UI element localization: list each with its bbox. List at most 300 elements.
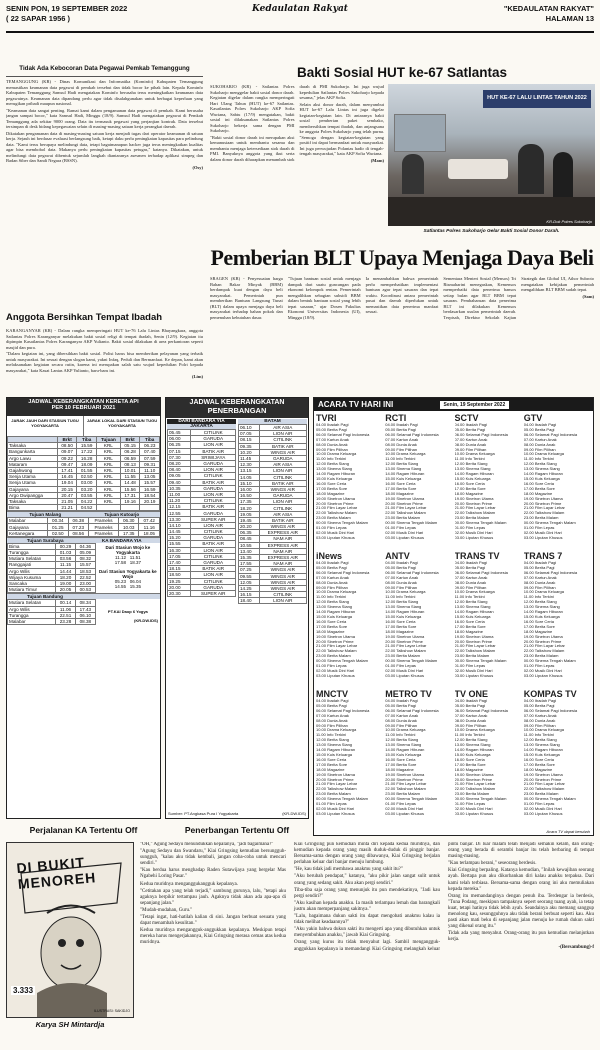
program-line: 12.00 Berita Siang (454, 461, 488, 467)
flight-row-cell: BATIK AIR (191, 566, 236, 572)
masthead: Kedaulatan Rakyat (252, 4, 348, 14)
train-title: JADWAL KEBERANGKATAN KERETA API (28, 399, 139, 405)
flight-row-cell: CITILINK (191, 578, 236, 584)
train-banner: Perjalanan KA Tertentu Off (6, 822, 161, 836)
program-line: 20.00 Sinetron Prime (523, 638, 562, 644)
comic-text (140, 842, 594, 1042)
flight-row-cell: LION AIR (191, 522, 236, 528)
program-line: 16.00 Sore Ceria (454, 756, 485, 762)
story1-p3: Dikatakan pengamanan data di masing-masing satuan kerja menjadi tugas dari operator keamanan di satuan kerja. Sejauh ini berdasar evaluasi berlangsung baik, ketapi daku perlu peningkatan kapasitas para pelindung data. "Kami terus berupaya melindungi data, tetapi bagaimanapun hacker juga terus meningkatkan kualitas agar bisa membobol data. Makanya perlu peningkatan kapasitas petugas," katanya. Dikatakan, untuk melindungi data pegawai dibentuk sejumlah langkah diantaranya asesmen terhadap aplikasi simpeg dan Badan Siber dan Sandi Negara (BSSN). (6, 130, 203, 163)
program-line: 18.00 Magazine (523, 628, 553, 634)
photo-bed (448, 159, 508, 179)
flight-row-cell: 10.35 (168, 485, 191, 491)
train-row-cell: 16.59 (140, 486, 160, 492)
surabaya-row-cell: 20.05 (56, 587, 76, 593)
program-line: 03.00 Liputan Khusus (316, 672, 355, 678)
flight-row-cell: 13.40 (239, 548, 260, 554)
program-line: 17.00 Berita Sore (385, 761, 417, 767)
bandung-row (8, 618, 96, 624)
program-line: 16.00 Sore Ceria (523, 480, 554, 486)
train-row-cell: 15.57 (140, 480, 160, 486)
train-row-cell: 15.59 (77, 443, 97, 449)
program-line: 05.00 Berita Pagi (316, 426, 347, 432)
program-line: 18.00 Magazine (523, 490, 553, 496)
photo-person (518, 144, 544, 194)
train-row-cell: KRL (96, 467, 120, 473)
flight-row (239, 554, 307, 560)
program-line: 05.00 Berita Pagi (385, 426, 416, 432)
program-line: 01.00 Film Lepas (523, 663, 555, 669)
flight-row-cell: WINGS AIR (259, 579, 306, 585)
channel-listing (455, 423, 522, 541)
flight-row-cell: 09.35 (239, 443, 260, 449)
program-line: 00.00 Sinema Tengah Malam (385, 658, 438, 664)
train-row-cell (96, 505, 120, 511)
program-line: 02.00 Musik Dini Hari (316, 529, 355, 535)
program-line: 22.00 Talkshow Malam (454, 510, 496, 516)
program-line: 00.00 Sinema Tengah Malam (523, 520, 576, 526)
program-line: 18.00 Magazine (523, 766, 553, 772)
program-line: 19.00 Sinetron Utama (316, 633, 355, 639)
malang-row (8, 530, 160, 536)
train-row-cell: 06.59 (120, 455, 140, 461)
flight-row-cell: NAM AIR (259, 536, 306, 542)
flight-row-cell: 07.05 (239, 431, 260, 437)
story4-p2: "Tujuan bantuan sosial untuk menjaga dampak dari suatu guncangan pada ekonomi kelompok rentan. Pemerintah mengalihkan sebagian subsidi BBM dalam bentuk bantuan sosial yang lebih tepat sasaran," ujar Dosen Fakultas Ekonomi Universitas Indonesia (UI), Minggu (18/9). (287, 276, 361, 320)
flight-row-cell: CITILINK (259, 592, 306, 598)
comic-para: "He, kau tidak jadi membawa anakmu yang sakit itu?" (294, 867, 403, 873)
program-line: 04.00 Ibadah Pagi (454, 561, 487, 565)
program-line: 03.00 Liputan Khusus (385, 672, 424, 678)
bia-row-2 (98, 560, 158, 565)
train-row-cell: 13.05 (140, 474, 160, 480)
program-line: 20.00 Sinetron Prime (454, 776, 493, 782)
flight-row-cell: 20.00 (168, 584, 191, 590)
program-line: 06.00 Selamat Pagi Indonesia (523, 707, 578, 713)
surabaya-row-cell: 19.00 (56, 580, 76, 586)
program-line: 23.00 Berita Malam (385, 791, 420, 797)
program-line: 07.00 Kartun Anak (385, 436, 419, 442)
bandung-row-cell: 06.10 (75, 612, 95, 618)
program-line: 12.00 Berita Siang (454, 599, 488, 605)
train-row-cell: KRL (96, 455, 120, 461)
comic-para: Kiai Gringsing pun kemudian minta diri kepada kedua muridnya, dan kemudian kepada orang yang masih duduk-duduk di pinggir banjar. Bersama-sama dengan orang yang dibawanya, Kiai Gringsing berjalan perlahan keluar dari banjar menuju lumbung. (294, 842, 440, 866)
comic-para: "OH," Agung Sedayu menundukkan kepalanya, "jadi bagaimana?" (140, 842, 274, 847)
program-line: 07.00 Kartun Anak (316, 574, 349, 580)
bandung-row-cell: Mutiara Selatan (8, 600, 56, 606)
program-line: 06.00 Selamat Pagi Indonesia (385, 707, 439, 713)
program-line: 06.00 Selamat Pagi Indonesia (316, 707, 370, 713)
program-line: 13.00 Sinema Siang (454, 466, 491, 472)
program-line: 21.00 Film Layar Lebar (454, 643, 496, 649)
program-line: 13.00 Sinema Siang (523, 742, 560, 748)
surabaya-row-cell: Ranggajati (8, 562, 56, 568)
train-row-cell: 05.15 (120, 443, 140, 449)
program-line: 03.00 Liputan Khusus (523, 810, 563, 816)
malang-row-cell: Gajayana (8, 524, 48, 530)
program-line: 11.00 Info Terkini (523, 732, 554, 738)
flight-row-cell: 20.20 (239, 524, 260, 530)
comic-para: Orang yang kurus itu tidak menyahut lagi. Sambil mengangguk-anggukkan kepalanya ia memandangi Kiai Gringsing melangkah keluar pintu banjar. Di luar malam telah menjadi semakin kelam, dan orang-orang yang berada di serambi banjar itu telah berbaring di tempat masing-masing. (294, 842, 594, 952)
train-row-cell: 15.56 (120, 486, 140, 492)
program-line: 09.00 Film Pilihan (523, 446, 556, 452)
flight-row-cell: CITILINK (191, 430, 236, 436)
program-line: 15.00 Kuis Keluarga (385, 751, 422, 757)
flight-row-cell: NAM AIR (259, 548, 306, 554)
program-line: 08.00 Dunia Anak (523, 717, 556, 723)
program-line: 13.00 Sinema Siang (316, 742, 353, 748)
bandung-row-cell: 22.51 (56, 612, 76, 618)
flight-title: JADWAL KEBERANGKATAN (189, 399, 285, 406)
program-line: 14.00 Ragam Hiburan (523, 609, 563, 615)
flight-row-cell: BATIK AIR (191, 541, 236, 547)
tv-channel-block (316, 689, 383, 825)
flight-row-cell: CITILINK (191, 498, 236, 504)
train-row-cell: Senja Utama (8, 480, 58, 486)
program-line: 16.00 Sore Ceria (316, 756, 347, 762)
comic-title: DI BUKIT MENOREH (15, 854, 97, 892)
program-line: 20.00 Sinetron Prime (523, 500, 562, 506)
program-line: 14.00 Ragam Hiburan (385, 609, 425, 615)
flight-row-cell: 14.10 (168, 522, 191, 528)
program-line: 09.00 Film Pilihan (316, 584, 348, 590)
program-line: 02.00 Musik Dini Hari (523, 667, 562, 673)
tv-channel-block (524, 689, 591, 825)
train-row-cell: Bangunkarta (8, 449, 58, 455)
channel-logo: TRANS TV (454, 551, 500, 561)
program-line: 10.00 Drama Keluarga (316, 451, 357, 457)
program-line: 11.00 Info Terkini (385, 594, 416, 600)
program-line: 16.00 Sore Ceria (454, 480, 485, 486)
program-line: 02.00 Musik Dini Hari (454, 529, 493, 535)
program-line: 06.00 Selamat Pagi Indonesia (454, 707, 508, 713)
flight-row-cell: BATIK AIR (191, 448, 236, 454)
program-line: 04.00 Ibadah Pagi (316, 699, 349, 703)
program-line: 06.00 Selamat Pagi Indonesia (316, 431, 370, 437)
program-line: 12.00 Berita Siang (454, 737, 488, 743)
program-line: 18.00 Magazine (316, 766, 345, 772)
channel-logo: METRO TV (385, 689, 432, 699)
flight-row-cell: 10.55 (239, 542, 260, 548)
flight-row-cell: 20.30 (168, 590, 191, 596)
comic-para: Tidak ada yang menyahut. Orang-orang itu pun kemudian melanjutkan kerja. (448, 931, 594, 943)
flight-row-cell: 17.35 (239, 499, 260, 505)
train-footer (96, 599, 160, 625)
program-line: 22.00 Talkshow Malam (523, 786, 565, 792)
channel-listing (316, 699, 383, 817)
section-name: "KEDAULATAN RAKYAT" (503, 4, 594, 13)
program-line: 13.00 Sinema Siang (385, 604, 422, 610)
flight-row-cell: 14.05 (239, 474, 260, 480)
flight-row (168, 590, 236, 596)
program-line: 07.00 Kartun Anak (523, 436, 557, 442)
flight-row-cell: EXPRESS AIR (259, 530, 306, 536)
program-line: 04.00 Ibadah Pagi (385, 699, 418, 703)
flight-row-cell: 08.40 (168, 467, 191, 473)
flight-source: Sumber: PT.Angkasa Pura I Yogyakarta (168, 811, 239, 816)
program-line: 15.00 Kuis Keluarga (316, 613, 353, 619)
tv-channel-block (455, 689, 522, 825)
malang-row-cell: 07.23 (68, 524, 89, 530)
story1-p2: "Keamanan data sangat penting. Ramai kami dalam pengamanan data pegawai di pemkab. Kami berusaha jangan sampai bocor," kata Samsul Hadi, Minggu (18/9). Samsul Hadi mengatakan pegawai di Pemkab Temanggung ada sekitar 9000 orang. Data itu termasuk pegawai yang perjanjian kontrak. Data tersebut tersimpan di desk bidang kepegawaian selain di masing-masing satuan kerja perangkat daerah. (6, 107, 203, 129)
program-line: 18.00 Magazine (385, 766, 414, 772)
flight-row-cell: 07.15 (168, 448, 191, 454)
program-line: 01.00 Film Lepas (316, 525, 347, 531)
flight-row-cell: 09.05 (168, 473, 191, 479)
tv-title: ACARA TV HARI INI (318, 400, 394, 409)
train-row-cell: 08.50 (57, 443, 77, 449)
channel-listing (316, 561, 383, 679)
flight-row-cell: LION AIR (259, 431, 306, 437)
program-line: 18.00 Magazine (385, 628, 414, 634)
program-line: 15.00 Kuis Keluarga (385, 475, 422, 481)
program-line: 14.00 Ragam Hiburan (316, 747, 356, 753)
bia-time: 11.12 (115, 554, 126, 560)
flight-row-cell: 16.15 (239, 592, 260, 598)
flight-row-cell: GARUDA (259, 455, 306, 461)
program-line: 08.00 Dunia Anak (385, 579, 417, 585)
flight-rows-b (239, 425, 307, 604)
malang-row-cell: 00.34 (48, 518, 69, 524)
story2-sign: (Lim) (192, 374, 203, 379)
flight-row-cell: AIR ASIA (259, 511, 306, 517)
flight-row-cell: BATIK AIR (259, 443, 306, 449)
surabaya-row-cell: 22.52 (75, 574, 95, 580)
train-row-cell: 08.13 (120, 461, 140, 467)
program-line: 03.00 Liputan Khusus (316, 810, 355, 816)
train-row-cell: KRL (96, 474, 120, 480)
flight-row-cell: 15.10 (239, 480, 260, 486)
program-line: 08.00 Dunia Anak (316, 441, 348, 447)
flight-row (239, 542, 307, 548)
program-line: 08.00 Dunia Anak (454, 441, 487, 447)
train-row-cell: 19.04 (57, 480, 77, 486)
surabaya-row-cell: Wijaya Kusuma (8, 574, 56, 580)
flight-row-cell: 12.30 (239, 462, 260, 468)
malang-row-cell: 18.05 (139, 530, 160, 536)
malang-row-cell: Malabar (8, 518, 48, 524)
program-line: 03.00 Liputan Khusus (385, 810, 424, 816)
program-line: 22.00 Talkshow Malam (385, 786, 426, 792)
program-line: 23.00 Berita Malam (316, 653, 351, 659)
comic-para: "Lalu, bagaimana dukun sakti itu dapat mengobati anakmu kalau ia tidak melihat keadaannya?" (294, 914, 440, 926)
surabaya-row-cell: 05.09 (75, 550, 95, 556)
tv-channel-block (385, 413, 452, 549)
program-line: 23.00 Berita Malam (385, 515, 420, 521)
channel-logo: TV ONE (454, 689, 489, 699)
program-line: 19.00 Sinetron Utama (523, 495, 563, 501)
program-line: 17.00 Berita Sore (523, 761, 555, 767)
flight-row-cell: LION AIR (259, 598, 306, 604)
comic-para: "Aku yakin bahwa dukun sakti itu mengerti apa yang dibutuhkan untuk menyembuhkan anakku," jawab Kiai Gringsing. (294, 927, 440, 939)
flight-row-cell: 06.25 (168, 442, 191, 448)
flight-row-cell: 17.55 (239, 561, 260, 567)
train-row-cell: KRL (96, 492, 120, 498)
train-row-cell: 07.40 (140, 449, 160, 455)
flight-row-cell: 14.45 (168, 529, 191, 535)
flight-row-cell: 11.45 (239, 455, 260, 461)
program-line: 15.00 Kuis Keluarga (454, 613, 491, 619)
program-line: 09.00 Film Pilihan (316, 446, 348, 452)
flight-row-cell: 11.20 (168, 498, 191, 504)
tv-grid (314, 411, 593, 827)
program-line: 12.00 Berita Siang (385, 737, 419, 743)
program-line: 11.00 Info Terkini (454, 594, 485, 600)
program-line: 01.00 Film Lepas (385, 525, 416, 531)
program-line: 15.00 Kuis Keluarga (316, 751, 353, 757)
program-line: 08.00 Dunia Anak (523, 579, 556, 585)
flight-row-cell: 19.45 (239, 517, 260, 523)
train-section-bar (7, 511, 160, 517)
train-row-cell: 17.41 (57, 467, 77, 473)
train-row-cell: 14.48 (120, 480, 140, 486)
flight-row-cell: 17.40 (168, 559, 191, 565)
program-line: 20.00 Sinetron Prime (316, 776, 354, 782)
program-line: 14.00 Ragam Hiburan (454, 747, 494, 753)
program-line: 09.00 Film Pilihan (316, 722, 348, 728)
program-line: 05.00 Berita Pagi (316, 702, 347, 708)
program-line: 18.00 Magazine (454, 628, 483, 634)
flight-row-cell: SUPER AIR (191, 516, 236, 522)
surabaya-row-cell: 23.00 (75, 580, 95, 586)
program-line: 11.00 Info Terkini (385, 456, 416, 462)
tv-schedule (313, 397, 594, 836)
program-line: 21.00 Film Layar Lebar (385, 643, 427, 649)
program-line: 11.00 Info Terkini (523, 456, 554, 462)
train-row-cell: Taksaka (8, 443, 58, 449)
program-line: 07.00 Kartun Anak (454, 574, 488, 580)
program-line: 11.00 Info Terkini (316, 594, 347, 600)
train-row-cell: 19.16 (120, 498, 140, 504)
kutoarjo-title: Tujuan Kutoarjo (104, 512, 140, 518)
program-line: 04.00 Ibadah Pagi (316, 561, 349, 565)
comic-para: "Tetapi ingat, hati-hatilah kalian di sini. Jangan berbuat sesuatu yang dapat menambah kesulitan." (140, 915, 286, 927)
program-line: 15.00 Kuis Keluarga (523, 613, 560, 619)
program-line: 22.00 Talkshow Malam (454, 786, 496, 792)
flight-row-cell: 08.20 (168, 460, 191, 466)
program-line: 17.00 Berita Sore (523, 485, 555, 491)
flight-row-cell: SRIWIJAYA (191, 454, 236, 460)
bia-time: 17.58 (114, 559, 126, 565)
col-tujuan: Tujuan (96, 437, 120, 443)
comic-para: Tiba-tiba saja orang yang menunjuk itu pun mendekatinya, "Jadi kau pergi sendiri?" (294, 887, 440, 899)
route-far: JARAK JAUH DARI STASIUN TUGU YOGYAKARTA (7, 416, 84, 436)
col-tiba2: Tiba (140, 437, 160, 443)
flight-row-cell: GARUDA (191, 460, 236, 466)
flight-row-cell: 08.45 (239, 536, 260, 542)
program-line: 14.00 Ragam Hiburan (316, 471, 356, 477)
program-line: 00.00 Sinema Tengah Malam (316, 796, 368, 802)
flight-row-cell: 18.40 (239, 598, 260, 604)
program-line: 01.00 Film Lepas (316, 801, 347, 807)
story2-body (6, 328, 203, 388)
program-line: 00.00 Sinema Tengah Malam (454, 658, 507, 664)
program-line: 07.00 Kartun Anak (454, 712, 488, 718)
photo-credit: KR-Dok Polres Sukoharjo (546, 219, 592, 224)
comic-para: Kedua muridnya menganggukangguk kepalanya. (140, 881, 239, 887)
tv-header (314, 398, 593, 411)
program-line: 15.00 Kuis Keluarga (523, 751, 560, 757)
story1-sign: (Osy) (192, 164, 203, 170)
program-line: 16.00 Sore Ceria (385, 480, 416, 486)
route-local: JARAK LOKAL DARI STASIUN TUGU YOGYAKARTA (86, 418, 158, 428)
program-line: 21.00 Film Layar Lebar (454, 505, 496, 511)
program-line: 18.00 Magazine (316, 628, 345, 634)
flight-header (166, 398, 308, 418)
program-line: 03.00 Liputan Khusus (454, 534, 494, 540)
program-line: 16.00 Sore Ceria (523, 618, 554, 624)
flight-banner: Penerbangan Tertentu Off (165, 822, 309, 836)
program-line: 09.00 Film Pilihan (454, 446, 487, 452)
bandung-row-cell: Argo Wilis (8, 606, 56, 612)
train-lower (7, 543, 160, 594)
program-line: 21.00 Film Layar Lebar (316, 643, 358, 649)
program-line: 07.00 Kartun Anak (385, 712, 419, 718)
program-line: 23.00 Berita Malam (316, 515, 351, 521)
flight-row-cell: LION AIR (191, 442, 236, 448)
program-line: 11.00 Info Terkini (316, 732, 347, 738)
flight-tag: (KR-DW.IDS) (282, 811, 306, 816)
program-line: 13.00 Sinema Siang (454, 604, 491, 610)
train-row-cell (120, 505, 140, 511)
program-line: 01.00 Film Lepas (385, 663, 416, 669)
program-line: 08.00 Dunia Anak (316, 717, 348, 723)
train-routes (7, 416, 160, 436)
program-line: 03.00 Liputan Khusus (316, 534, 355, 540)
story3-sign: (Mam) (370, 157, 384, 163)
train-row-cell: 04.52 (77, 505, 97, 511)
story4-title: Pemberian BLT Upaya Menjaga Daya Beli (210, 245, 594, 270)
program-line: 02.00 Musik Dini Hari (454, 667, 493, 673)
train-row-cell: KRL (96, 443, 120, 449)
program-line: 06.00 Selamat Pagi Indonesia (316, 569, 370, 575)
flight-row-cell: 19.05 (239, 511, 260, 517)
train-row-cell: Argo Lawu (8, 455, 58, 461)
flight-row-cell: WINGS AIR (259, 585, 306, 591)
comic-caption: Karya SH Mintardja (6, 1020, 134, 1032)
program-line: 05.00 Berita Pagi (454, 564, 486, 570)
program-line: 22.00 Talkshow Malam (385, 648, 426, 654)
flight-row-cell: BATIK AIR (259, 480, 306, 486)
program-line: 17.00 Berita Sore (454, 761, 486, 767)
program-line: 17.00 Berita Sore (385, 623, 417, 629)
program-line: 12.00 Berita Siang (385, 599, 419, 605)
flight-row-cell: EXPRESS AIR (259, 542, 306, 548)
flight-table-b (238, 424, 307, 604)
flight-row (239, 598, 307, 604)
program-line: 10.00 Drama Keluarga (316, 589, 357, 595)
surabaya-row-cell: Mutiara Selatan (8, 556, 56, 562)
train-row-cell: Argo Dwipangga (8, 492, 58, 498)
bandung-row-cell: 08.38 (75, 618, 95, 624)
train-row-cell: 06.23 (140, 443, 160, 449)
flight-cols (166, 418, 308, 605)
bandung-row-cell: Turangga (8, 612, 56, 618)
program-line: 00.00 Sinema Tengah Malam (385, 796, 438, 802)
comic-para: "Aku berubah pendapat," katanya, "aku pikir jalan sangat sulit untuk orang yang sedang sakit. Aku akan pergi sendiri." (294, 874, 440, 886)
program-line: 11.00 Info Terkini (523, 594, 554, 600)
surabaya-row-cell: 18.53 (75, 568, 95, 574)
bia-time: 15.35 (129, 583, 141, 589)
surabaya-rows (8, 543, 96, 593)
flight-row-cell: GARUDA (191, 510, 236, 516)
program-line: 00.00 Sinema Tengah Malam (523, 796, 576, 802)
bia-time: 11.51 (129, 554, 141, 560)
program-line: 18.00 Magazine (454, 490, 483, 496)
program-line: 22.00 Talkshow Malam (385, 510, 426, 516)
train-row-cell: 03.00 (77, 480, 97, 486)
tv-channel-block (455, 413, 522, 549)
